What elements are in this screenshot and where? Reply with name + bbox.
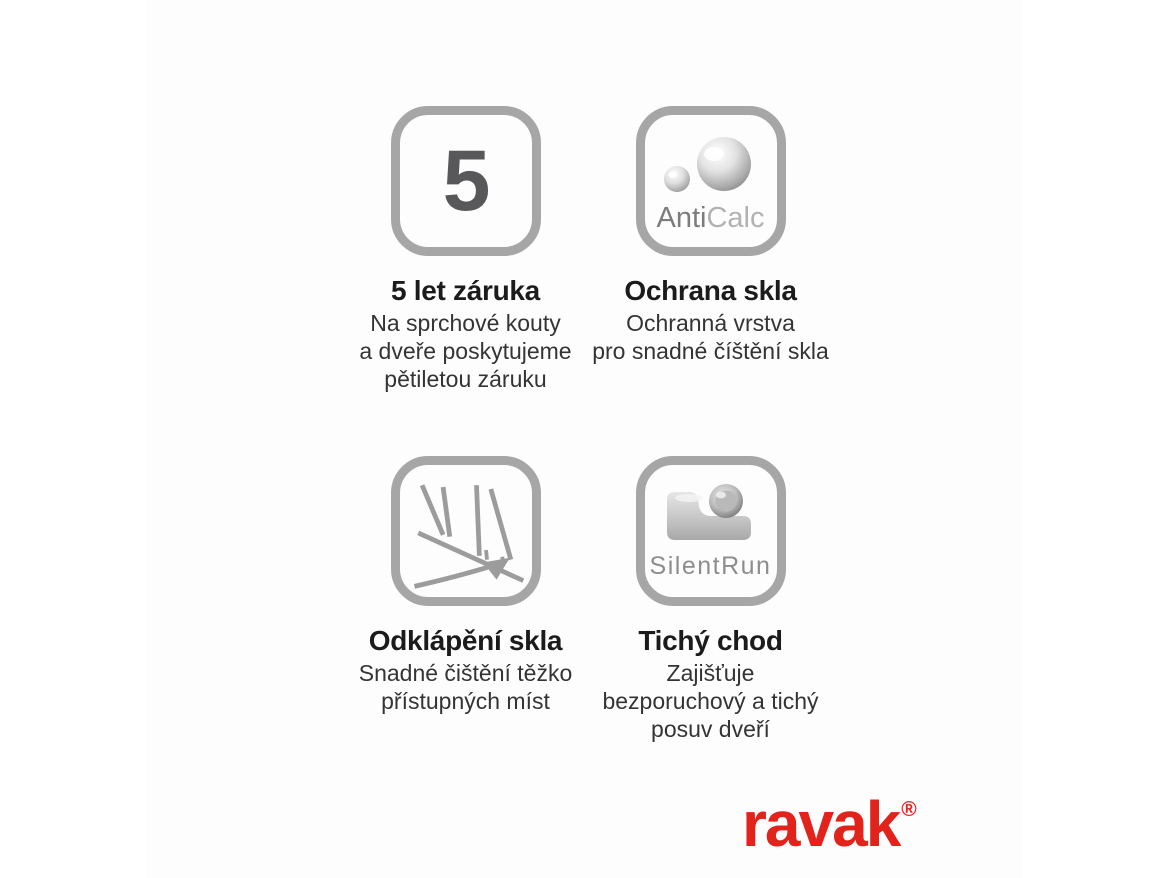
feature-title-silent-run: Tichý chod bbox=[638, 625, 783, 656]
feature-glass-protection bbox=[588, 106, 833, 456]
desc-line: Na sprchové kouty bbox=[370, 310, 561, 336]
silentrun-label: SilentRun bbox=[649, 551, 772, 580]
silentrun-roller-icon bbox=[659, 484, 763, 546]
desc-line: Zajišťuje bbox=[666, 660, 755, 686]
desc-line: Snadné čištění těžko bbox=[358, 660, 573, 686]
desc-line: Ochranná vrstva bbox=[626, 310, 795, 336]
feature-desc-glass-protection bbox=[592, 309, 829, 365]
anticalc-label-anti: Anti bbox=[656, 201, 707, 234]
silentrun-badge bbox=[636, 456, 786, 606]
feature-title-glass-protection: Ochrana skla bbox=[624, 275, 797, 306]
desc-line: a dveře poskytujeme bbox=[359, 338, 572, 364]
anticalc-badge bbox=[636, 106, 786, 256]
feature-desc-glass-tilting bbox=[359, 659, 573, 715]
number-5-icon: 5 bbox=[442, 133, 489, 229]
features-grid bbox=[343, 106, 833, 806]
anticalc-bubbles-icon bbox=[656, 130, 766, 198]
ravak-logo-text: ravak bbox=[742, 788, 900, 860]
ravak-logo bbox=[742, 788, 917, 860]
feature-warranty bbox=[343, 106, 588, 456]
desc-line: přístupných míst bbox=[381, 688, 550, 714]
registered-trademark-icon: ® bbox=[901, 797, 917, 821]
desc-line: pro snadné číštění skla bbox=[592, 338, 829, 364]
glass-tilt-icon bbox=[403, 468, 529, 594]
desc-line: bezporuchový a tichý bbox=[602, 688, 819, 714]
feature-title-glass-tilting: Odklápění skla bbox=[368, 625, 563, 656]
anticalc-label-calc: Calc bbox=[706, 201, 765, 234]
feature-desc-warranty bbox=[359, 309, 571, 393]
warranty-5-badge bbox=[391, 106, 541, 256]
feature-silent-run bbox=[588, 456, 833, 806]
anticalc-label bbox=[656, 201, 765, 234]
feature-desc-silent-run bbox=[602, 659, 818, 743]
glass-tilt-badge bbox=[391, 456, 541, 606]
feature-title-warranty: 5 let záruka bbox=[391, 275, 540, 306]
desc-line: posuv dveří bbox=[651, 716, 770, 742]
feature-glass-tilting bbox=[343, 456, 588, 806]
desc-line: pětiletou záruku bbox=[384, 366, 547, 392]
